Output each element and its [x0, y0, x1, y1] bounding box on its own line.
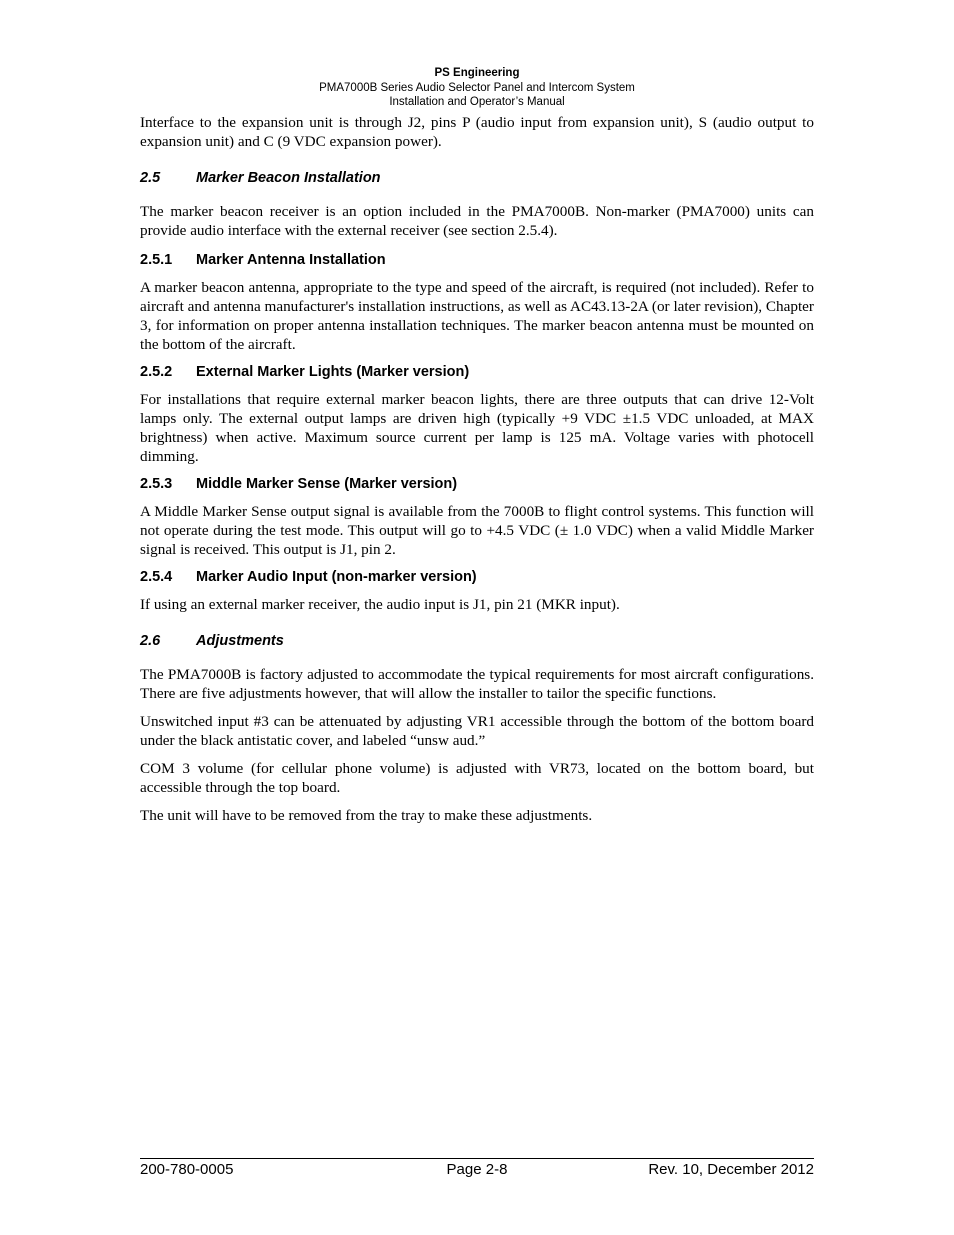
section-title: Marker Antenna Installation [196, 252, 386, 268]
section-title: External Marker Lights (Marker version) [196, 364, 470, 380]
section-paragraph: The unit will have to be removed from the tray to make these adjustments. [140, 807, 593, 824]
section-number: 2.5.2 [140, 364, 173, 380]
section-title: Adjustments [196, 633, 284, 649]
intro-paragraph: Interface to the expansion unit is through J2, pins P (audio input from expansion unit), S (audio output to expansion unit) and C (9 VDC expansion power). [140, 114, 814, 150]
section-heading-2-5 [140, 169, 814, 187]
section-heading-2-6 [140, 632, 814, 650]
page-content [140, 113, 814, 825]
section-heading-2-5-2 [140, 363, 814, 381]
section-paragraph: For installations that require external marker beacon lights, there are three outputs that can drive 12-Volt lamps only. The external output lamps are driven high (typically +9 VDC ±1.5 VDC unloaded, at MAX brightness) when active. Maximum source current per lamp is 125 mA. Voltage varies with photocell dimming. [140, 391, 814, 465]
section-paragraph: If using an external marker receiver, the audio input is J1, pin 21 (MKR input). [140, 596, 620, 613]
section-title: Middle Marker Sense (Marker version) [196, 476, 458, 492]
section-paragraph: The PMA7000B is factory adjusted to accommodate the typical requirements for most aircraft configurations. There are five adjustments however, that will allow the installer to tailor the specific functions. [140, 666, 814, 702]
footer-divider [140, 1158, 814, 1159]
section-title: Marker Beacon Installation [196, 170, 381, 186]
section-number: 2.6 [140, 633, 161, 649]
section-paragraph: COM 3 volume (for cellular phone volume) is adjusted with VR73, located on the bottom board, but accessible through the top board. [140, 760, 814, 796]
section-number: 2.5.1 [140, 252, 173, 268]
section-heading-2-5-1 [140, 251, 814, 269]
header-company: PS Engineering [434, 67, 520, 79]
footer-page-number: Page 2-8 [446, 1161, 508, 1178]
header-series: PMA7000B Series Audio Selector Panel and Intercom System [319, 82, 635, 94]
section-paragraph: A Middle Marker Sense output signal is available from the 7000B to flight control systems. This function will not operate during the test mode. This output will go to +4.5 VDC (± 1.0 VDC) when a valid Middle Marker signal is received. This output is J1, pin 2. [140, 503, 814, 558]
section-number: 2.5 [140, 170, 161, 186]
section-title: Marker Audio Input (non-marker version) [196, 569, 477, 585]
section-paragraph: The marker beacon receiver is an option included in the PMA7000B. Non-marker (PMA7000) units can provide audio interface with the external receiver (see section 2.5.4). [140, 203, 814, 239]
section-paragraph: Unswitched input #3 can be attenuated by adjusting VR1 accessible through the bottom of the bottom board under the black antistatic cover, and labeled “unsw aud.” [140, 713, 814, 749]
header-manual-title: Installation and Operator’s Manual [389, 96, 565, 108]
footer-doc-number: 200-780-0005 [140, 1161, 234, 1178]
section-heading-2-5-3 [140, 475, 814, 493]
section-heading-2-5-4 [140, 568, 814, 586]
section-number: 2.5.4 [140, 569, 173, 585]
section-number: 2.5.3 [140, 476, 173, 492]
section-paragraph: A marker beacon antenna, appropriate to the type and speed of the aircraft, is required (not included). Refer to aircraft and antenna manufacturer's installation instructions, as well as AC43.13-2A (or later revision), Chapter 3, for information on proper antenna installation techniques. The marker beacon antenna must be mounted on the bottom of the aircraft. [140, 279, 814, 353]
page-footer [140, 1160, 814, 1180]
footer-revision: Rev. 10, December 2012 [648, 1161, 814, 1178]
